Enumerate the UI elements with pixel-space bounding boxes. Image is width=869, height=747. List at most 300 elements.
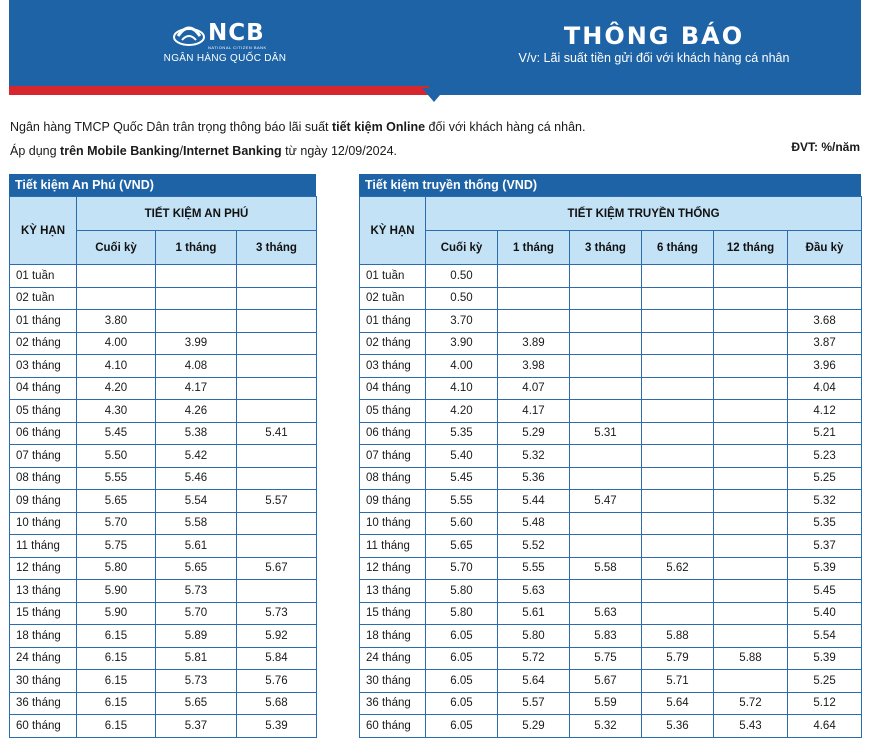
intro-bold: Internet Banking — [182, 144, 282, 158]
rate-cell: 5.75 — [570, 647, 642, 670]
rate-cell: 5.37 — [788, 535, 862, 558]
term-cell: 05 tháng — [360, 400, 426, 423]
banner-blue-stripe — [429, 86, 861, 95]
rate-cell: 5.60 — [426, 512, 498, 535]
rate-cell — [570, 355, 642, 378]
term-cell: 36 tháng — [360, 692, 426, 715]
ncb-logo-icon — [172, 22, 206, 48]
rate-cell: 5.72 — [498, 647, 570, 670]
rate-cell — [237, 265, 317, 288]
rate-cell: 5.72 — [714, 692, 788, 715]
group-header: TIẾT KIỆM TRUYỀN THỐNG — [426, 197, 862, 231]
rate-cell — [570, 332, 642, 355]
term-cell: 30 tháng — [360, 670, 426, 693]
table-row — [10, 647, 317, 670]
rate-cell — [642, 490, 714, 513]
term-cell: 07 tháng — [10, 445, 77, 468]
rate-cell: 5.89 — [156, 625, 237, 648]
rate-cell: 5.32 — [788, 490, 862, 513]
rate-cell — [570, 535, 642, 558]
rate-cell — [714, 580, 788, 603]
rate-cell: 4.07 — [498, 377, 570, 400]
intro-bold: tiết kiệm Online — [331, 120, 426, 134]
rate-cell — [642, 332, 714, 355]
rate-cell: 5.44 — [498, 490, 570, 513]
rate-cell: 6.05 — [426, 625, 498, 648]
rate-cell: 5.81 — [156, 647, 237, 670]
rate-cell: 5.46 — [156, 467, 237, 490]
table-row — [10, 715, 317, 738]
rate-cell — [237, 287, 317, 310]
rate-cell — [642, 310, 714, 333]
term-cell: 11 tháng — [360, 535, 426, 558]
rate-cell: 5.36 — [498, 467, 570, 490]
term-cell: 36 tháng — [10, 692, 77, 715]
rate-cell: 5.52 — [498, 535, 570, 558]
ncb-logo — [150, 20, 300, 70]
rate-cell: 4.17 — [498, 400, 570, 423]
rate-cell: 5.50 — [77, 445, 156, 468]
table-row — [360, 310, 862, 333]
term-cell: 08 tháng — [10, 467, 77, 490]
rate-cell — [642, 535, 714, 558]
term-cell: 02 tháng — [10, 332, 77, 355]
rate-cell — [237, 332, 317, 355]
rate-cell: 5.80 — [498, 625, 570, 648]
rate-cell — [642, 287, 714, 310]
rate-cell: 5.37 — [156, 715, 237, 738]
rate-cell: 5.67 — [237, 557, 317, 580]
rate-cell: 3.70 — [426, 310, 498, 333]
rate-cell — [642, 580, 714, 603]
rate-cell — [570, 400, 642, 423]
intro-line-1 — [10, 120, 585, 134]
banner-red-stripe — [9, 86, 429, 95]
rate-cell: 5.35 — [788, 512, 862, 535]
rate-cell: 5.54 — [156, 490, 237, 513]
rate-cell: 5.76 — [237, 670, 317, 693]
rate-cell: 5.47 — [570, 490, 642, 513]
term-cell: 01 tuần — [10, 265, 77, 288]
table-row — [10, 490, 317, 513]
table-row — [10, 265, 317, 288]
rate-cell: 5.67 — [570, 670, 642, 693]
unit-label: ĐVT: %/năm — [791, 140, 860, 154]
rate-cell: 5.25 — [788, 467, 862, 490]
table-row — [10, 602, 317, 625]
rate-cell: 5.12 — [788, 692, 862, 715]
rate-cell: 6.15 — [77, 692, 156, 715]
rate-cell — [642, 377, 714, 400]
rate-cell: 5.70 — [77, 512, 156, 535]
rate-cell: 5.73 — [156, 670, 237, 693]
term-cell: 13 tháng — [10, 580, 77, 603]
term-cell: 06 tháng — [360, 422, 426, 445]
table-row — [360, 625, 862, 648]
rate-cell — [570, 512, 642, 535]
rate-cell: 5.63 — [498, 580, 570, 603]
table-row — [360, 265, 862, 288]
rate-cell — [642, 602, 714, 625]
rate-cell: 5.55 — [77, 467, 156, 490]
rate-cell: 5.75 — [77, 535, 156, 558]
rate-cell: 5.55 — [498, 557, 570, 580]
rate-cell: 4.20 — [77, 377, 156, 400]
term-cell: 18 tháng — [10, 625, 77, 648]
rate-cell — [237, 512, 317, 535]
rate-cell: 5.48 — [498, 512, 570, 535]
table-row — [360, 422, 862, 445]
rate-cell: 3.96 — [788, 355, 862, 378]
column-header: 1 tháng — [156, 231, 237, 265]
term-cell: 15 tháng — [360, 602, 426, 625]
rate-cell: 4.08 — [156, 355, 237, 378]
rate-cell — [714, 310, 788, 333]
term-header: KỲ HẠN — [360, 197, 426, 265]
intro-text: / — [179, 144, 183, 158]
rate-cell: 6.15 — [77, 647, 156, 670]
rate-cell — [714, 670, 788, 693]
rate-cell: 5.43 — [714, 715, 788, 738]
rate-cell: 4.17 — [156, 377, 237, 400]
rate-cell: 5.35 — [426, 422, 498, 445]
term-cell: 04 tháng — [360, 377, 426, 400]
table-row — [360, 445, 862, 468]
rate-cell — [714, 422, 788, 445]
table-row — [10, 377, 317, 400]
rate-cell: 3.89 — [498, 332, 570, 355]
table-row — [360, 287, 862, 310]
rate-cell: 5.57 — [498, 692, 570, 715]
term-cell: 01 tuần — [360, 265, 426, 288]
rate-cell: 5.29 — [498, 422, 570, 445]
table-row — [360, 377, 862, 400]
rate-cell: 5.65 — [156, 557, 237, 580]
rate-cell: 5.83 — [570, 625, 642, 648]
term-cell: 18 tháng — [360, 625, 426, 648]
rate-cell: 5.40 — [788, 602, 862, 625]
rate-cell — [237, 355, 317, 378]
rate-cell: 5.40 — [426, 445, 498, 468]
table-row — [360, 602, 862, 625]
table-row — [10, 557, 317, 580]
rate-cell: 6.05 — [426, 647, 498, 670]
rate-cell — [714, 490, 788, 513]
table-row — [360, 535, 862, 558]
term-cell: 02 tuần — [10, 287, 77, 310]
intro-text: đối với khách hàng cá nhân. — [425, 120, 586, 134]
rate-cell: 5.36 — [642, 715, 714, 738]
rate-cell — [237, 580, 317, 603]
term-cell: 02 tháng — [360, 332, 426, 355]
term-cell: 13 tháng — [360, 580, 426, 603]
rate-cell — [642, 512, 714, 535]
rate-cell: 5.68 — [237, 692, 317, 715]
rate-cell — [570, 580, 642, 603]
rate-cell: 5.23 — [788, 445, 862, 468]
term-cell: 03 tháng — [360, 355, 426, 378]
rate-cell: 3.90 — [426, 332, 498, 355]
rate-cell: 5.45 — [77, 422, 156, 445]
term-cell: 03 tháng — [10, 355, 77, 378]
table-row — [10, 355, 317, 378]
rate-cell — [156, 287, 237, 310]
rate-cell — [714, 512, 788, 535]
rate-cell — [156, 310, 237, 333]
intro-text: Áp dụng — [10, 144, 61, 158]
rate-cell — [642, 467, 714, 490]
rate-cell — [642, 265, 714, 288]
rate-cell — [237, 377, 317, 400]
intro-bold: trên Mobile Banking — [60, 144, 180, 158]
table-row — [10, 692, 317, 715]
rate-cell — [570, 287, 642, 310]
rate-cell: 5.59 — [570, 692, 642, 715]
rate-cell: 5.54 — [788, 625, 862, 648]
term-cell: 11 tháng — [10, 535, 77, 558]
rate-cell: 5.64 — [642, 692, 714, 715]
rate-cell: 5.39 — [788, 557, 862, 580]
table-row — [360, 580, 862, 603]
rate-cell: 5.79 — [642, 647, 714, 670]
rate-cell — [642, 355, 714, 378]
rate-cell: 5.84 — [237, 647, 317, 670]
rate-cell — [237, 467, 317, 490]
table-row — [360, 692, 862, 715]
term-cell: 10 tháng — [10, 512, 77, 535]
rate-cell — [570, 377, 642, 400]
rate-cell: 5.25 — [788, 670, 862, 693]
rate-cell: 5.92 — [237, 625, 317, 648]
term-header: KỲ HẠN — [10, 197, 77, 265]
rate-cell: 6.15 — [77, 670, 156, 693]
rate-cell: 4.12 — [788, 400, 862, 423]
rate-cell: 4.00 — [426, 355, 498, 378]
rate-cell: 5.71 — [642, 670, 714, 693]
column-header: Cuối kỳ — [77, 231, 156, 265]
rate-cell — [788, 287, 862, 310]
rate-cell: 6.05 — [426, 692, 498, 715]
rate-cell: 5.32 — [498, 445, 570, 468]
table-row — [10, 535, 317, 558]
rate-cell — [714, 445, 788, 468]
rate-cell: 5.88 — [642, 625, 714, 648]
group-header: TIẾT KIỆM AN PHÚ — [77, 197, 317, 231]
rate-cell: 4.30 — [77, 400, 156, 423]
rate-cell: 5.42 — [156, 445, 237, 468]
table-row — [360, 557, 862, 580]
rate-cell — [714, 625, 788, 648]
column-header: 3 tháng — [237, 231, 317, 265]
table-row — [10, 445, 317, 468]
rate-cell: 5.29 — [498, 715, 570, 738]
rate-cell: 5.39 — [788, 647, 862, 670]
rate-cell — [714, 377, 788, 400]
rate-cell — [714, 602, 788, 625]
rate-cell: 5.65 — [156, 692, 237, 715]
rate-cell — [714, 535, 788, 558]
rate-cell: 5.64 — [498, 670, 570, 693]
term-cell: 10 tháng — [360, 512, 426, 535]
table-row — [360, 512, 862, 535]
term-cell: 60 tháng — [360, 715, 426, 738]
rate-cell: 3.98 — [498, 355, 570, 378]
rate-cell — [498, 265, 570, 288]
rate-cell: 5.80 — [77, 557, 156, 580]
rate-cell: 3.80 — [77, 310, 156, 333]
table-right-title: Tiết kiệm truyền thống (VND) — [359, 174, 861, 196]
table-row — [10, 670, 317, 693]
rate-cell — [498, 310, 570, 333]
rate-cell: 5.90 — [77, 602, 156, 625]
rate-cell — [714, 287, 788, 310]
rate-cell — [570, 310, 642, 333]
rate-cell: 5.90 — [77, 580, 156, 603]
rate-cell: 4.00 — [77, 332, 156, 355]
rate-cell: 0.50 — [426, 287, 498, 310]
rate-cell — [570, 467, 642, 490]
rate-cell: 0.50 — [426, 265, 498, 288]
term-cell: 12 tháng — [10, 557, 77, 580]
page-title: THÔNG BÁO — [563, 22, 745, 50]
column-header: 3 tháng — [570, 231, 642, 265]
table-row — [360, 332, 862, 355]
rate-cell: 3.68 — [788, 310, 862, 333]
term-cell: 05 tháng — [10, 400, 77, 423]
rate-cell — [642, 400, 714, 423]
banner-notch — [422, 88, 446, 102]
rate-cell: 5.73 — [237, 602, 317, 625]
table-row — [360, 400, 862, 423]
rate-cell: 4.64 — [788, 715, 862, 738]
term-cell: 08 tháng — [360, 467, 426, 490]
rate-cell: 5.38 — [156, 422, 237, 445]
rate-cell — [714, 332, 788, 355]
term-cell: 01 tháng — [360, 310, 426, 333]
table-row — [360, 647, 862, 670]
table-row — [360, 490, 862, 513]
term-cell: 24 tháng — [360, 647, 426, 670]
rate-cell — [714, 400, 788, 423]
rate-cell — [642, 445, 714, 468]
term-cell: 12 tháng — [360, 557, 426, 580]
rate-cell — [237, 400, 317, 423]
table-row — [360, 467, 862, 490]
rate-cell: 6.15 — [77, 715, 156, 738]
rate-cell: 5.41 — [237, 422, 317, 445]
intro-line-2 — [10, 144, 397, 158]
rate-cell: 5.65 — [77, 490, 156, 513]
an-phu-rate-table — [9, 196, 317, 738]
rate-cell: 6.05 — [426, 670, 498, 693]
column-header: Đầu kỳ — [788, 231, 862, 265]
rate-cell: 5.57 — [237, 490, 317, 513]
rate-cell — [77, 265, 156, 288]
rate-cell: 3.87 — [788, 332, 862, 355]
table-row — [10, 422, 317, 445]
rate-cell: 5.45 — [426, 467, 498, 490]
term-cell: 09 tháng — [360, 490, 426, 513]
table-row — [10, 467, 317, 490]
rate-cell — [156, 265, 237, 288]
rate-cell: 5.70 — [426, 557, 498, 580]
rate-cell — [642, 422, 714, 445]
rate-cell: 6.05 — [426, 715, 498, 738]
intro-text: từ ngày 12/09/2024. — [281, 144, 398, 158]
rate-cell: 6.15 — [77, 625, 156, 648]
brand-sub: NATIONAL CITIZEN BANK — [208, 45, 267, 50]
term-cell: 06 tháng — [10, 422, 77, 445]
rate-cell: 5.45 — [788, 580, 862, 603]
column-header: 6 tháng — [642, 231, 714, 265]
rate-cell — [714, 557, 788, 580]
term-cell: 60 tháng — [10, 715, 77, 738]
rate-cell — [570, 445, 642, 468]
rate-cell — [570, 265, 642, 288]
table-row — [10, 332, 317, 355]
rate-cell: 4.20 — [426, 400, 498, 423]
table-row — [10, 287, 317, 310]
column-header: Cuối kỳ — [426, 231, 498, 265]
table-row — [360, 670, 862, 693]
rate-cell: 4.04 — [788, 377, 862, 400]
table-row — [10, 512, 317, 535]
rate-cell: 4.10 — [426, 377, 498, 400]
rate-cell: 5.39 — [237, 715, 317, 738]
rate-cell — [714, 467, 788, 490]
term-cell: 02 tuần — [360, 287, 426, 310]
table-left-title: Tiết kiệm An Phú (VND) — [9, 174, 316, 196]
intro-text: Ngân hàng TMCP Quốc Dân trân trọng thông báo lãi suất — [10, 120, 332, 134]
rate-cell: 5.80 — [426, 580, 498, 603]
table-row — [360, 355, 862, 378]
term-cell: 01 tháng — [10, 310, 77, 333]
rate-cell — [77, 287, 156, 310]
rate-cell — [714, 355, 788, 378]
rate-cell: 5.61 — [498, 602, 570, 625]
rate-cell: 4.10 — [77, 355, 156, 378]
rate-cell — [788, 265, 862, 288]
table-row — [10, 400, 317, 423]
column-header: 1 tháng — [498, 231, 570, 265]
rate-cell: 5.73 — [156, 580, 237, 603]
rate-cell — [237, 310, 317, 333]
rate-cell: 5.80 — [426, 602, 498, 625]
rate-cell: 5.58 — [570, 557, 642, 580]
column-header: 12 tháng — [714, 231, 788, 265]
rate-cell: 5.21 — [788, 422, 862, 445]
table-row — [10, 625, 317, 648]
rate-cell: 5.63 — [570, 602, 642, 625]
rate-cell — [237, 535, 317, 558]
rate-cell — [714, 265, 788, 288]
page-subtitle: V/v: Lãi suất tiền gửi đối với khách hàng cá nhân — [518, 51, 790, 65]
rate-cell: 5.62 — [642, 557, 714, 580]
term-cell: 15 tháng — [10, 602, 77, 625]
table-row — [10, 580, 317, 603]
rate-cell: 5.55 — [426, 490, 498, 513]
term-cell: 24 tháng — [10, 647, 77, 670]
rate-cell: 5.61 — [156, 535, 237, 558]
term-cell: 30 tháng — [10, 670, 77, 693]
rate-cell: 5.32 — [570, 715, 642, 738]
term-cell: 04 tháng — [10, 377, 77, 400]
brand-name: NCB — [208, 20, 265, 46]
traditional-rate-table — [359, 196, 862, 738]
rate-cell: 3.99 — [156, 332, 237, 355]
brand-tagline: NGÂN HÀNG QUỐC DÂN — [163, 53, 287, 64]
rate-cell: 5.31 — [570, 422, 642, 445]
